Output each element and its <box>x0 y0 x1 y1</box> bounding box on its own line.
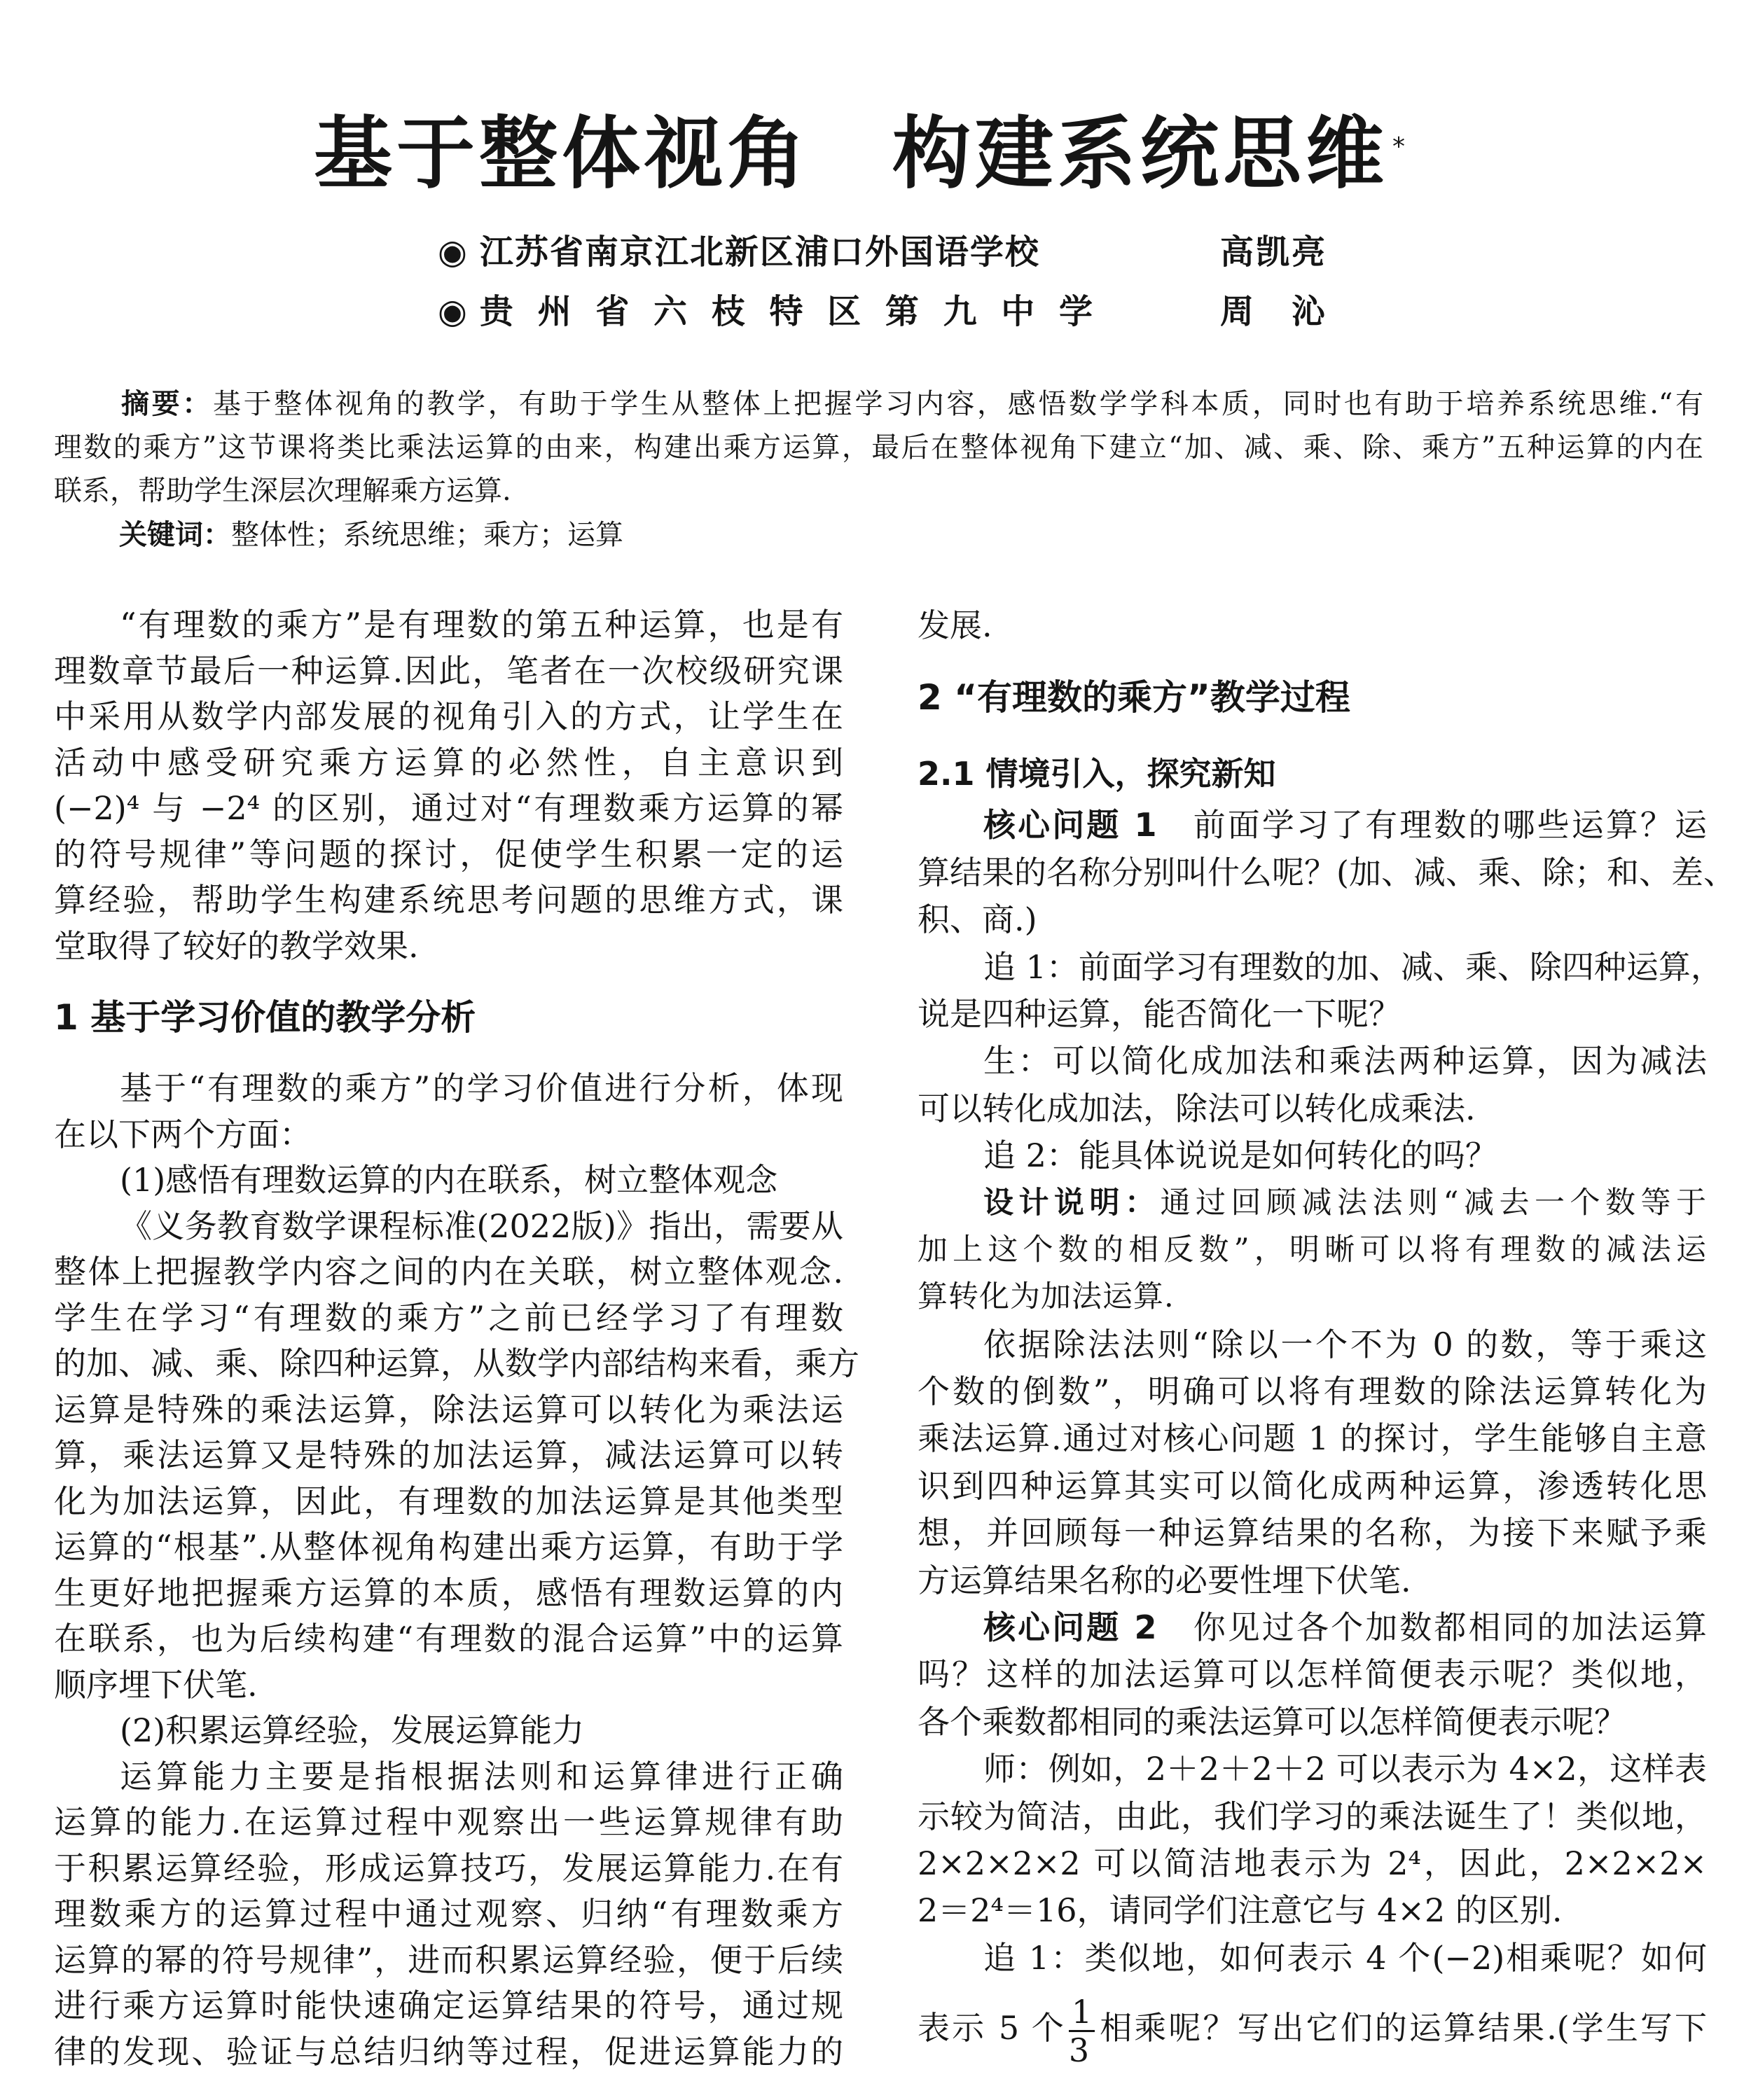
line-text: 个数的倒数”，明确可以将有理数的除法运算转化为 <box>918 1372 1707 1411</box>
author-affiliation-group <box>438 228 1040 277</box>
line-text: 在以下两个方面： <box>54 1115 312 1153</box>
text-line <box>54 2029 843 2075</box>
line-text: 相乘呢？写出它们的运算结果.(学生写下 <box>1098 2009 1707 2047</box>
text-line <box>54 1662 843 1709</box>
text-line <box>54 1387 843 1433</box>
line-text: 堂取得了较好的教学效果. <box>54 926 419 965</box>
keywords-label: 关键词： <box>119 519 231 551</box>
left-column <box>54 602 859 2075</box>
text-line <box>918 1557 1707 1604</box>
right-column <box>918 602 1736 2075</box>
paragraph <box>918 1180 1707 1321</box>
line-text: 算经验，帮助学生构建系统思考问题的思维方式，课 <box>54 881 843 919</box>
text-line <box>54 1524 843 1571</box>
abstract-text: 联系，帮助学生深层次理解乘方运算. <box>54 475 511 507</box>
line-text: 顺序埋下伏笔. <box>54 1665 258 1704</box>
text-line <box>54 1800 843 1846</box>
text-line <box>918 991 1707 1038</box>
line-text: 运算的幂的符号规律”，进而积累运算经验，便于后续 <box>54 1940 843 1979</box>
line-text: 运算的能力.在运算过程中观察出一些运算规律有助 <box>54 1803 843 1841</box>
paragraph <box>54 1708 843 1754</box>
text-line <box>54 1708 843 1754</box>
line-text: 理数章节最后一种运算.因此，笔者在一次校级研究课 <box>54 651 843 690</box>
text-line <box>918 1793 1707 1840</box>
paragraph <box>918 1604 1707 1746</box>
text-line <box>54 786 843 832</box>
line-text: “有理数的乘方”是有理数的第五种运算，也是有 <box>120 606 843 644</box>
fraction-numerator: 1 <box>1069 1994 1095 2032</box>
author-affiliation-group <box>438 287 1099 336</box>
fraction <box>1069 1994 1095 2068</box>
text-line <box>54 1341 859 1387</box>
author-line-2 <box>438 287 1327 336</box>
line-text: 加上这个数的相反数”，明晰可以将有理数的减法运 <box>918 1232 1707 1267</box>
paragraph <box>54 1066 843 1157</box>
line-text: 于积累运算经验，形成运算技巧，发展运算能力.在有 <box>54 1849 843 1887</box>
line-text: 追 1：类似地，如何表示 4 个(−2)相乘呢？如何 <box>983 1938 1707 1977</box>
text-line <box>54 877 843 924</box>
line-text: (1)感悟有理数运算的内在联系，树立整体观念 <box>120 1161 778 1199</box>
text-line <box>918 602 1707 649</box>
line-text: 的符号规律”等问题的探讨，促使学生积累一定的运 <box>54 835 843 873</box>
text-line <box>918 1085 1707 1132</box>
text-line <box>918 849 1736 896</box>
abstract-line <box>54 469 1703 513</box>
bullet-icon: ◉ <box>438 292 467 331</box>
abstract-text: 理数的乘方”这节课将类比乘法运算的由来，构建出乘方运算，最后在整体视角下建立“加、减、乘、除、乘方”五种运算的内在 <box>54 431 1703 464</box>
line-text: 想，并回顾每一种运算结果的名称，为接下来赋予乘 <box>918 1514 1707 1552</box>
line-text: 生：可以简化成加法和乘法两种运算，因为减法 <box>983 1042 1707 1080</box>
abstract-line <box>54 426 1703 469</box>
abstract-label: 摘要： <box>121 388 213 420</box>
text-line <box>54 602 843 648</box>
text-line <box>54 1571 843 1617</box>
line-text: 基于“有理数的乘方”的学习价值进行分析，体现 <box>120 1069 843 1107</box>
line-text: 吗？这样的加法运算可以怎样简便表示呢？类似地， <box>918 1655 1707 1694</box>
line-text: 通过回顾减法法则“减去一个数等于 <box>1160 1185 1708 1221</box>
line-text: 学生在学习“有理数的乘方”之前已经学习了有理数 <box>54 1298 843 1337</box>
title-footnote-mark: * <box>1392 132 1409 161</box>
author-line-1 <box>438 228 1327 277</box>
fraction-denominator: 3 <box>1068 2031 1090 2069</box>
text-line <box>918 1604 1707 1651</box>
paragraph <box>918 1132 1707 1179</box>
line-text: 2＝2⁴＝16，请同学们注意它与 4×2 的区别. <box>918 1891 1563 1930</box>
text-line <box>918 1699 1707 1746</box>
text-line <box>54 694 843 740</box>
text-line <box>54 740 843 786</box>
text-line <box>918 1840 1707 1887</box>
text-line <box>54 1754 843 1800</box>
paragraph-label: 设计说明： <box>983 1185 1161 1221</box>
abstract-text: 基于整体视角的教学，有助于学生从整体上把握学习内容，感悟数学学科本质，同时也有助于培养系统思维.“有 <box>212 388 1703 420</box>
abstract-line <box>54 382 1703 426</box>
line-text: (2)积累运算经验，发展运算能力 <box>120 1711 585 1749</box>
paragraph <box>54 1204 859 1709</box>
text-line <box>54 1433 843 1479</box>
line-text: (−2)⁴ 与 −2⁴ 的区别，通过对“有理数乘方运算的幂 <box>54 789 843 827</box>
text-line <box>918 1510 1707 1557</box>
line-text: 示较为简洁，由此，我们学习的乘法诞生了！类似地， <box>918 1797 1707 1835</box>
line-text: 方运算结果名称的必要性埋下伏笔. <box>918 1561 1411 1599</box>
text-line <box>918 1415 1707 1462</box>
paragraph-label: 核心问题 2 <box>983 1608 1193 1647</box>
abstract <box>54 382 1703 513</box>
line-text: 识到四种运算其实可以简化成两种运算，渗透转化思 <box>918 1466 1707 1505</box>
text-line <box>54 1157 843 1204</box>
line-text: 进行乘方运算时能快速确定运算结果的符号，通过规 <box>54 1987 843 2024</box>
line-text: 追 2：能具体说说是如何转化的吗？ <box>983 1136 1497 1175</box>
paragraph-label: 核心问题 1 <box>983 806 1193 844</box>
line-text: 积、商.) <box>918 901 1037 939</box>
text-line <box>918 1274 1707 1321</box>
author-name: 高凯亮 <box>1219 232 1327 272</box>
paragraph <box>918 1746 1707 1935</box>
paragraph <box>918 1321 1707 1604</box>
paragraph <box>54 1754 843 2075</box>
line-text: 化为加法运算，因此，有理数的加法运算是其他类型 <box>54 1482 843 1520</box>
line-text: 整体上把握教学内容之间的内在关联，树立整体观念. <box>54 1253 843 1291</box>
line-text: 算，乘法运算又是特殊的加法运算，减法运算可以转 <box>54 1436 843 1474</box>
line-text: 在联系，也为后续构建“有理数的混合运算”中的运算 <box>54 1620 843 1657</box>
line-text: 乘法运算.通过对核心问题 1 的探讨，学生能够自主意 <box>918 1419 1707 1458</box>
line-text: 运算能力主要是指根据法则和运算律进行正确 <box>120 1757 843 1795</box>
text-line <box>918 944 1723 991</box>
section-heading: 2 “有理数的乘方”教学过程 <box>918 677 1350 718</box>
text-line <box>918 1227 1707 1274</box>
line-text: 活动中感受研究乘方运算的必然性，自主意识到 <box>54 743 843 781</box>
text-line <box>54 1983 843 2029</box>
text-line <box>54 924 843 970</box>
text-line <box>54 648 843 695</box>
text-line <box>54 1295 843 1342</box>
text-line <box>54 1066 843 1112</box>
paragraph <box>918 944 1723 1038</box>
text-line <box>54 1479 843 1525</box>
text-line <box>54 1846 843 1892</box>
line-text: 表示 5 个 <box>918 2009 1066 2047</box>
text-line <box>918 1982 1707 2075</box>
keywords-text: 整体性；系统思维；乘方；运算 <box>231 519 623 551</box>
line-text: 依据除法法则“除以一个不为 0 的数，等于乘这 <box>983 1325 1707 1363</box>
line-text: 算转化为加法运算. <box>918 1279 1175 1315</box>
text-line <box>54 1616 843 1662</box>
text-line <box>918 1038 1707 1085</box>
paragraph <box>54 602 843 969</box>
text-line <box>918 802 1707 849</box>
author-affiliation: 贵 州 省 六 枝 特 区 第 九 中 学 <box>479 292 1100 331</box>
line-text: 发展. <box>918 606 992 644</box>
text-line <box>918 1651 1707 1698</box>
line-text: 可以转化成加法，除法可以转化成乘法. <box>918 1089 1476 1127</box>
line-text: 各个乘数都相同的乘法运算可以怎样简便表示呢？ <box>918 1702 1626 1741</box>
text-line <box>54 1204 843 1250</box>
paragraph <box>918 602 1707 649</box>
text-line <box>54 1891 843 1938</box>
subsection-heading: 2.1 情境引入，探究新知 <box>918 755 1276 793</box>
text-line <box>918 1887 1707 1934</box>
text-line <box>54 832 843 878</box>
line-text: 《义务教育数学课程标准(2022版)》指出，需要从 <box>120 1207 843 1245</box>
text-line <box>918 1321 1707 1368</box>
line-text: 师：例如，2＋2＋2＋2 可以表示为 4×2，这样表 <box>983 1750 1707 1788</box>
line-text: 2×2×2×2 可以简洁地表示为 2⁴，因此，2×2×2× <box>918 1844 1707 1882</box>
line-text: 你见过各个加数都相同的加法运算 <box>1193 1608 1707 1647</box>
line-text: 中采用从数学内部发展的视角引入的方式，让学生在 <box>54 697 843 735</box>
line-text: 的加、减、乘、除四种运算，从数学内部结构来看，乘方 <box>54 1344 859 1382</box>
line-text: 律的发现、验证与总结归纳等过程，促进运算能力的 <box>54 2032 843 2071</box>
author-name: 周 沁 <box>1219 292 1327 331</box>
paragraph <box>54 1157 843 1204</box>
text-line <box>918 1368 1707 1415</box>
line-text: 算结果的名称分别叫什么呢？(加、减、乘、除；和、差、 <box>918 853 1736 891</box>
paragraph <box>918 802 1736 943</box>
text-line <box>54 1938 843 1984</box>
bullet-icon: ◉ <box>438 232 467 272</box>
text-line <box>918 1180 1707 1227</box>
text-line <box>918 1935 1707 1982</box>
text-line <box>54 1249 843 1295</box>
article-title <box>0 105 1723 203</box>
section-heading: 1 基于学习价值的教学分析 <box>54 997 476 1038</box>
line-text: 生更好地把握乘方运算的本质，感悟有理数运算的内 <box>54 1573 843 1612</box>
keywords <box>119 514 623 556</box>
text-line <box>918 1463 1707 1510</box>
text-line <box>918 1132 1707 1179</box>
author-affiliation: 江苏省南京江北新区浦口外国语学校 <box>479 232 1040 272</box>
paragraph <box>918 1038 1707 1132</box>
line-text: 理数乘方的运算过程中通过观察、归纳“有理数乘方 <box>54 1895 843 1933</box>
text-line <box>918 896 1707 943</box>
line-text: 运算的“根基”.从整体视角构建出乘方运算，有助于学 <box>54 1528 843 1566</box>
line-text: 运算是特殊的乘法运算，除法运算可以转化为乘法运 <box>54 1390 843 1428</box>
title-text: 基于整体视角 构建系统思维 <box>314 109 1388 200</box>
text-line <box>918 1746 1707 1793</box>
text-line <box>54 1112 843 1158</box>
paragraph <box>918 1935 1707 2075</box>
line-text: 说是四种运算，能否简化一下呢？ <box>918 994 1401 1033</box>
line-text: 前面学习了有理数的哪些运算？运 <box>1193 806 1707 844</box>
line-text: 追 1：前面学习有理数的加、减、乘、除四种运算， <box>983 947 1723 986</box>
